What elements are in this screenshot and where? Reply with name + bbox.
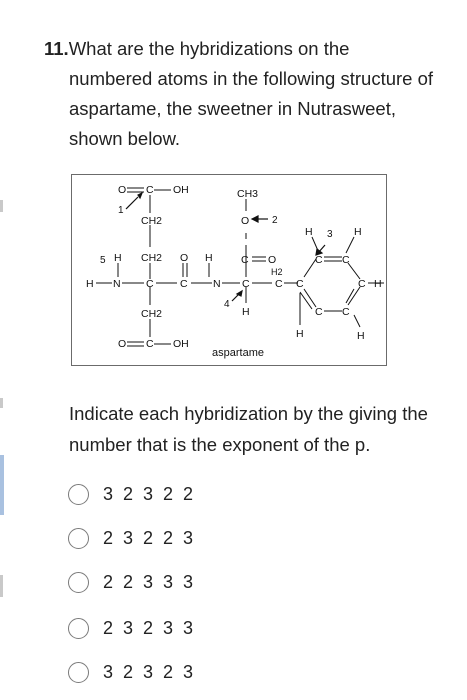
answer-option-label: 2 3 2 3 3 (103, 617, 196, 638)
label-ch2-b: CH2 (141, 252, 163, 264)
label-n-left: N (113, 278, 121, 290)
structure-svg (72, 175, 386, 365)
label-c-bottom: C (146, 338, 154, 350)
label-ring-c6: C (315, 306, 323, 318)
label-ring-h2: H (354, 226, 362, 238)
label-h-n-left: H (114, 252, 122, 264)
edge-mark (0, 398, 3, 408)
edge-mark (0, 200, 3, 212)
label-c-top: C (146, 184, 154, 196)
edge-mark (0, 575, 3, 597)
structure-caption: aspartame (212, 347, 264, 359)
label-oh-top: OH (173, 184, 189, 196)
label-c-ester: C (241, 254, 249, 266)
question-line1: What are the hybridizations on the (68, 38, 350, 59)
label-h-n-right: H (205, 252, 213, 264)
label-ring-h1: H (305, 226, 313, 238)
answer-option-1[interactable] (68, 480, 196, 508)
label-o-ester-dbl: O (268, 254, 277, 266)
radio-button[interactable] (68, 662, 89, 683)
atom-number-1: 1 (118, 205, 124, 216)
question-text (44, 34, 444, 154)
aspartame-structure-figure (71, 174, 387, 366)
question-body: numbered atoms in the following structure of aspartame, the sweetner in Nutrasweet, shown below. (69, 68, 434, 149)
answer-option-label: 2 3 2 2 3 (103, 527, 196, 548)
radio-button[interactable] (68, 484, 89, 505)
label-ring-c5: C (342, 306, 350, 318)
atom-numbers (100, 205, 333, 310)
question-first-line (44, 34, 444, 64)
answer-option-label: 2 2 3 3 3 (103, 571, 196, 592)
answer-option-3[interactable] (68, 568, 196, 596)
bond-lines (96, 188, 384, 346)
label-n-right: N (213, 278, 221, 290)
label-ch2-c: CH2 (141, 308, 163, 320)
label-ring-c1: C (296, 278, 304, 290)
label-o-ester: O (241, 215, 250, 227)
label-h2: H2 (271, 267, 283, 277)
edge-mark-active (0, 455, 4, 515)
atom-labels (86, 184, 382, 350)
atom-number-3: 3 (327, 229, 333, 240)
atom-number-4: 4 (224, 299, 230, 310)
label-o-top: O (118, 184, 127, 196)
answer-option-label: 3 2 3 2 3 (103, 661, 196, 682)
label-ring-c3: C (342, 254, 350, 266)
label-c-alpha2: C (242, 278, 250, 290)
atom-number-5: 5 (100, 255, 106, 266)
label-ring-h5: H (357, 330, 365, 342)
question-number: 11. (44, 38, 69, 59)
answer-option-2[interactable] (68, 524, 196, 552)
radio-button[interactable] (68, 572, 89, 593)
label-c-carbonyl: C (180, 278, 188, 290)
label-o-carbonyl: O (180, 252, 189, 264)
instruction-text: Indicate each hybridization by the giving the number that is the exponent of the p. (69, 403, 428, 455)
label-ch2-a: CH2 (141, 215, 163, 227)
atom-number-2: 2 (272, 215, 278, 226)
label-c-h2: C (275, 278, 283, 290)
label-oh-bottom: OH (173, 338, 189, 350)
label-ring-h3: H (374, 278, 382, 290)
label-ch3: CH3 (237, 188, 259, 200)
answer-option-5[interactable] (68, 658, 196, 686)
label-o-bottom: O (118, 338, 127, 350)
radio-button[interactable] (68, 528, 89, 549)
answer-option-4[interactable] (68, 614, 196, 642)
label-ring-c2: C (315, 254, 323, 266)
label-ring-h4: H (296, 328, 304, 340)
label-c-alpha1: C (146, 278, 154, 290)
radio-button[interactable] (68, 618, 89, 639)
label-ring-c4: C (358, 278, 366, 290)
label-h-alpha2: H (242, 306, 250, 318)
answer-option-label: 3 2 3 2 2 (103, 483, 196, 504)
label-h-left: H (86, 278, 94, 290)
